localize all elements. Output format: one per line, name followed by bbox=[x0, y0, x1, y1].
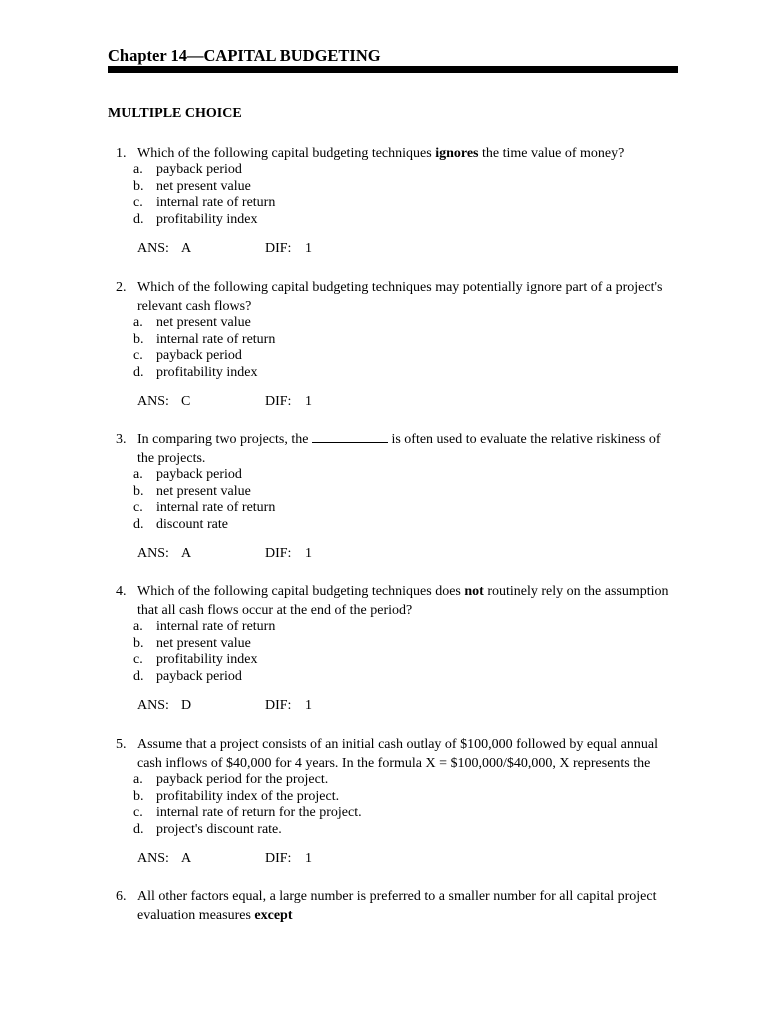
question-number: 3. bbox=[116, 432, 127, 447]
emphasis-not: not bbox=[464, 584, 484, 599]
question-text: Assume that a project consists of an initial cash outlay of $100,000 followed by equal annual cash inflows of $40,000 for 4 years. In the formula X = $100,000/$40,000, X represents the bbox=[137, 737, 658, 771]
question-5 bbox=[108, 735, 678, 868]
chapter-title: Chapter 14—CAPITAL BUDGETING bbox=[108, 46, 381, 65]
choice-d: d. project's discount rate. bbox=[133, 821, 282, 837]
answer-row bbox=[108, 697, 678, 715]
ans-value: A bbox=[181, 241, 192, 256]
ans-value: D bbox=[181, 698, 192, 713]
dif-value: 1 bbox=[305, 546, 312, 561]
dif-value: 1 bbox=[305, 698, 312, 713]
title-rule bbox=[108, 66, 678, 73]
dif-label: DIF: bbox=[265, 394, 292, 409]
choice-b: b. net present value bbox=[133, 635, 251, 651]
choice-c: c. internal rate of return bbox=[133, 195, 276, 210]
section-title: MULTIPLE CHOICE bbox=[108, 106, 242, 121]
choice-list bbox=[108, 467, 678, 533]
question-text: Which of the following capital budgeting techniques does not routinely rely on the assumption that all cash flows occur at the end of the period? bbox=[137, 584, 669, 618]
ans-label: ANS: bbox=[137, 394, 169, 409]
emphasis-ignores: ignores bbox=[435, 146, 479, 161]
ans-label: ANS: bbox=[137, 851, 169, 866]
choice-c: c. profitability index bbox=[133, 652, 258, 667]
ans-label: ANS: bbox=[137, 698, 169, 713]
question-2 bbox=[108, 278, 678, 411]
question-number: 4. bbox=[116, 584, 127, 599]
answer-row bbox=[108, 545, 678, 563]
question-1 bbox=[108, 144, 678, 258]
question-number: 5. bbox=[116, 737, 127, 752]
choice-d: d. payback period bbox=[133, 668, 242, 684]
choice-list bbox=[108, 619, 678, 685]
choice-c: c. payback period bbox=[133, 348, 242, 363]
dif-label: DIF: bbox=[265, 241, 292, 256]
choice-a: a. internal rate of return bbox=[133, 619, 276, 634]
choice-a: a. payback period bbox=[133, 467, 242, 482]
choice-d: d. profitability index bbox=[133, 211, 258, 227]
choice-a: a. payback period for the project. bbox=[133, 772, 329, 787]
dif-value: 1 bbox=[305, 394, 312, 409]
question-number: 1. bbox=[116, 146, 127, 161]
choice-list bbox=[108, 772, 678, 838]
fill-in-blank bbox=[312, 430, 388, 443]
ans-value: A bbox=[181, 851, 192, 866]
choice-d: d. profitability index bbox=[133, 364, 258, 380]
question-text: Which of the following capital budgeting techniques may potentially ignore part of a project's relevant cash flows? bbox=[137, 280, 663, 314]
question-text: All other factors equal, a large number is preferred to a smaller number for all capital project evaluation measures except bbox=[137, 889, 657, 923]
choice-b: b. internal rate of return bbox=[133, 331, 276, 347]
ans-label: ANS: bbox=[137, 546, 169, 561]
answer-row bbox=[108, 393, 678, 411]
answer-row bbox=[108, 850, 678, 868]
question-text: Which of the following capital budgeting techniques ignores the time value of money? bbox=[137, 146, 625, 161]
emphasis-except: except bbox=[254, 908, 293, 923]
question-4 bbox=[108, 582, 678, 715]
ans-value: A bbox=[181, 546, 192, 561]
dif-value: 1 bbox=[305, 851, 312, 866]
choice-a: a. payback period bbox=[133, 162, 242, 177]
question-text: In comparing two projects, the is often used to evaluate the relative riskiness of the projects. bbox=[137, 432, 661, 466]
question-3 bbox=[108, 430, 678, 563]
ans-label: ANS: bbox=[137, 241, 169, 256]
dif-label: DIF: bbox=[265, 546, 292, 561]
dif-label: DIF: bbox=[265, 851, 292, 866]
choice-a: a. net present value bbox=[133, 315, 251, 330]
dif-label: DIF: bbox=[265, 698, 292, 713]
dif-value: 1 bbox=[305, 241, 312, 256]
ans-value: C bbox=[181, 394, 191, 409]
choice-list bbox=[108, 162, 678, 228]
choice-list bbox=[108, 315, 678, 381]
answer-row bbox=[108, 240, 678, 258]
choice-d: d. discount rate bbox=[133, 516, 228, 532]
choice-b: b. net present value bbox=[133, 483, 251, 499]
choice-b: b. net present value bbox=[133, 178, 251, 194]
choice-c: c. internal rate of return bbox=[133, 500, 276, 515]
choice-c: c. internal rate of return for the project. bbox=[133, 805, 362, 820]
question-number: 6. bbox=[116, 889, 127, 904]
choice-b: b. profitability index of the project. bbox=[133, 788, 340, 804]
question-number: 2. bbox=[116, 280, 127, 295]
question-6 bbox=[108, 887, 678, 925]
